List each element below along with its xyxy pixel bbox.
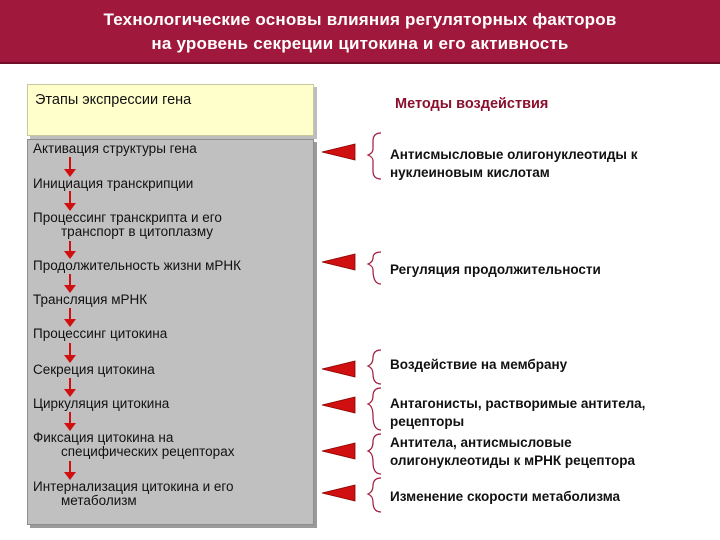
method-metabolism-rate: Изменение скорости метаболизма	[390, 489, 621, 504]
method-antagonists: Антагонисты, растворимые антитела, рецепторы	[390, 396, 646, 429]
stage-transcript-processing: Процессинг транскрипта и его транспорт в цитоплазму	[33, 210, 222, 239]
method-antisense-oligonucleotides: Антисмысловые олигонуклеотиды к нуклеиновым кислотам	[390, 147, 638, 180]
stage-cytokine-circulation: Циркуляция цитокина	[33, 396, 170, 411]
title-line-1: Технологические основы влияния регуляторных факторов	[103, 10, 617, 29]
stage-transcription-initiation: Инициация транскрипции	[33, 176, 194, 191]
left-brace-icon	[368, 133, 381, 179]
left-arrow-icon	[322, 144, 355, 160]
stage-cytokine-processing: Процессинг цитокина	[33, 326, 168, 341]
left-brace-icon	[368, 252, 381, 284]
left-arrow-icon	[322, 397, 355, 413]
stage-receptor-fixation: Фиксация цитокина на специфических рецепторах	[33, 430, 235, 459]
stage-mrna-lifetime: Продолжительность жизни мРНК	[33, 258, 242, 273]
title-line-2: на уровень секреции цитокина и его активность	[151, 34, 569, 53]
stage-gene-activation: Активация структуры гена	[33, 141, 197, 156]
left-brace-icon	[368, 478, 381, 512]
stage-internalization: Интернализация цитокина и его метаболизм	[33, 479, 234, 508]
method-lifetime-regulation: Регуляция продолжительности	[390, 262, 601, 277]
left-brace-icon	[368, 388, 381, 430]
stage-cytokine-secretion: Секреция цитокина	[33, 362, 155, 377]
left-arrow-icon	[322, 443, 355, 459]
stage-mrna-translation: Трансляция мРНК	[33, 292, 148, 307]
left-brace-icon	[368, 350, 381, 384]
left-arrow-icon	[322, 361, 355, 377]
method-antibodies: Антитела, антисмысловые олигонуклеотиды к мРНК рецептора	[390, 435, 636, 468]
left-arrow-icon	[322, 254, 355, 270]
method-membrane-action: Воздействие на мембрану	[390, 357, 568, 372]
stages-header-label: Этапы экспрессии гена	[35, 92, 192, 108]
methods-title: Методы воздействия	[395, 96, 549, 112]
left-brace-icon	[368, 434, 381, 474]
left-arrow-icon	[322, 485, 355, 501]
